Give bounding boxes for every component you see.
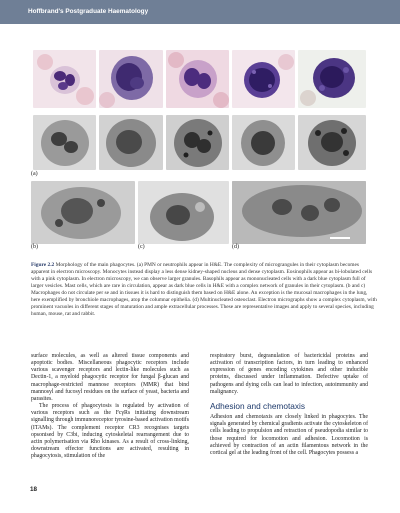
micrograph-basophil-he [232,50,295,108]
running-header-bar [0,0,400,24]
em-basophil-image [232,115,295,170]
monocyte-cell-image [99,50,163,108]
panel-label-c: (c) [138,244,145,250]
basophil-cell-image [232,50,295,108]
left-paragraph-2: The process of phagocytosis is regulated by activation of various receptors such as the FcγRs initiating downstream signalling through immunoreceptor tyrosine-based activation motifs (ITAMs). The complement receptor CR3 recognises targets opsonised by C3bi, inducing cytoskeletal rearrangement due to actin polymerisation via Rho kinases. As a result of cross-linking, downstream effector functions are activated, resulting in phagocytosis, stimulation of the [31,403,189,460]
micrograph-eosinophil-he [166,50,229,108]
micrograph-monocyte-he [99,50,163,108]
em-eosinophil [166,115,229,170]
panel-label-a: (a) [31,171,38,177]
left-paragraph-1: surface molecules, as well as altered tissue components and apoptotic bodies. Miscellaneous phagocytic receptors include various scavenger receptors and lectin-like molecules such as Dectin-1, a myeloid phagocytic receptor for fungal β-glucan and macrophage-restricted mannose receptors (MMR) that bind mannosyl and fucosyl residues on the surface of yeast, bacteria and parasites. [31,353,189,402]
body-right-column [210,353,368,457]
panel-label-b: (b) [31,244,38,250]
running-header-title: Hoffbrand's Postgraduate Haematology [28,8,149,15]
em-neutrophil [33,115,96,170]
figure-caption-lead: Figure 2.2 [31,262,55,268]
em-basophil [232,115,295,170]
panel-label-d: (d) [232,244,239,250]
right-paragraph-1: respiratory burst, degranulation of bactericidal proteins and activation of transcription factors, in turn leading to enhanced expression of genes encoding cytokines and other inducible proteins, discussed under inflammation. Defective uptake of pathogens and dying cells can lead to infection, autoimmunity and malignancy. [210,353,368,395]
neutrophil-cell-image [33,50,96,108]
section-heading-adhesion: Adhesion and chemotaxis [210,400,306,411]
bronchiole-macrophage-em-image [138,181,229,244]
right-paragraph-2: Adhesion and chemotaxis are closely linked in phagocytes. The signals generated by chemical gradients activate the cytoskeleton of cells leading to propulsion and retraction of pseudopodia similar to those required for locomotion and adhesion. Locomotion is achieved by contraction of an actin filamentous network in the cortical gel at the leading front of the cell. Phagocytes possess a [210,414,368,456]
figure-caption-text: Morphology of the main phagocytes. (a) PMN or neutrophils appear in H&E. The complexity of micrograngules in their cytoplasm becomes apparent in electron microscopy. Monocytes instead display a less dense kidney-shaped nucleus and dense cytoplasm. Eosinophils appear as bi-lobulated cells with a pink cytoplasm. In electron microscopy, we can observe larger granules. Basophils appear as mononucleated cells with a dark blue cytoplasm full of larger vesicles. Mast cells, which are rare in circulation, appear as dark blue cells in H&E with a complex network of granules in their cytoplasm. (b and c) Macrophages do not circulate per se and in tissues it is hard to distinguish them based on H&E alone. An exception is the mucosal macrophages in the lung, here exemplified by bronchiole macrophages, atop the columnar epithelia. (d) Multinucleated osteoclast. Electron micrographs show a complex cytoplasm, with prominent vacuoles in different stages of maturation and ample extracellular processes. These are representative images and apply to several species, including human, mouse, rat and rabbit. [31,262,377,318]
osteoclast-em-image [232,181,366,244]
micrograph-mast-cell-he [298,50,366,108]
em-eosinophil-image [166,115,229,170]
em-mast-cell-image [298,115,366,170]
mast-cell-image [298,50,366,108]
macrophage-em-image [31,181,135,244]
page-number: 18 [30,486,38,493]
em-neutrophil-image [33,115,96,170]
figure-panel-b-macrophage [31,181,135,244]
em-monocyte [99,115,163,170]
figure-panel-d-osteoclast [232,181,366,244]
figure-panel-c-bronchiole-macrophage [138,181,229,244]
body-left-column [31,353,189,460]
eosinophil-cell-image [166,50,229,108]
em-mast-cell [298,115,366,170]
micrograph-neutrophil-he [33,50,96,108]
figure-caption [31,262,377,318]
em-monocyte-image [99,115,163,170]
